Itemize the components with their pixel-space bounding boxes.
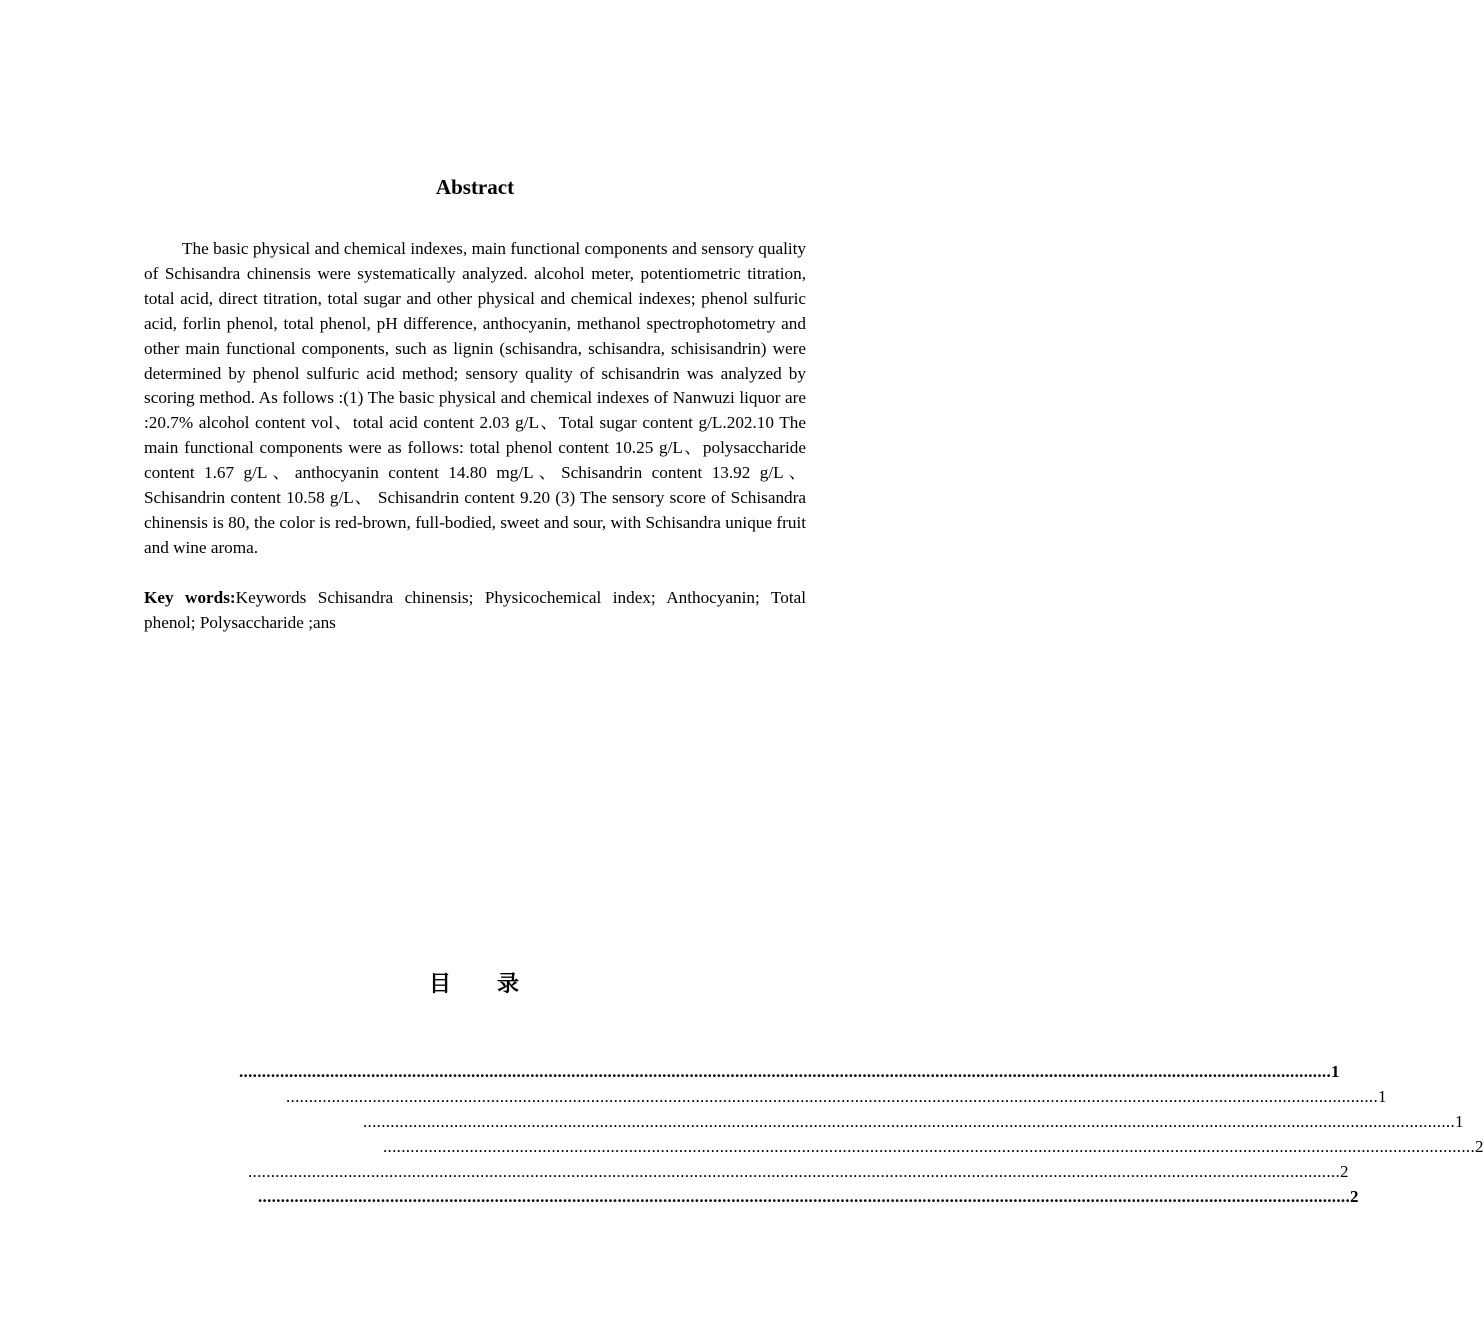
keywords-label: Key words: [144,588,236,607]
keywords-paragraph [144,586,806,636]
toc-leader: ................................................................................................................................................................................................................................................ [248,1162,1340,1181]
toc-entry[interactable] [363,1110,1464,1134]
toc-page-number: 1 [1455,1112,1464,1131]
toc-leader: ................................................................................................................................................................................................................................................ [239,1062,1331,1081]
toc-page-number: 2 [1350,1187,1359,1206]
keywords-text: Keywords Schisandra chinensis; Physicochemical index; Anthocyanin; Total phenol; Polysaccharide ;ans [144,588,806,632]
toc-entry[interactable] [383,1135,1484,1159]
toc-leader: ................................................................................................................................................................................................................................................ [383,1137,1475,1156]
toc-title-left: 目 [428,972,453,997]
toc-title-right: 录 [497,972,522,997]
toc-leader: ................................................................................................................................................................................................................................................ [363,1112,1455,1131]
toc-page-number: 1 [1378,1087,1387,1106]
toc-entry[interactable] [286,1085,1387,1109]
toc-page-number: 2 [1475,1137,1484,1156]
abstract-title: Abstract [435,175,515,199]
toc-entry[interactable] [239,1060,1340,1084]
toc-page-number: 1 [1331,1062,1340,1081]
toc-page-number: 2 [1340,1162,1349,1181]
toc-entry[interactable] [258,1185,1359,1209]
abstract-body: The basic physical and chemical indexes, main functional components and sensory quality of Schisandra chinensis were systematically analyzed. alcohol meter, potentiometric titration, total acid, direct titration, total sugar and other physical and chemical indexes; phenol sulfuric acid, forlin phenol, total phenol, pH difference, anthocyanin, methanol spectrophotometry and other main functional components, such as lignin (schisandra, schisandra, schisisandrin) were determined by phenol sulfuric acid method; sensory quality of schisandrin was analyzed by scoring method. As follows :(1) The basic physical and chemical indexes of Nanwuzi liquor are :20.7% alcohol content vol、total acid content 2.03 g/L、Total sugar content g/L.202.10 The main functional components were as follows: total phenol content 10.25 g/L、polysaccharide content 1.67 g/L、anthocyanin content 14.80 mg/L、Schisandrin content 13.92 g/L、 Schisandrin content 10.58 g/L、 Schisandrin content 9.20 (3) The sensory score of Schisandra chinensis is 80, the color is red-brown, full-bodied, sweet and sour, with Schisandra unique fruit and wine aroma. [144,239,806,557]
toc-leader: ................................................................................................................................................................................................................................................ [258,1187,1350,1206]
toc-title [0,970,950,1000]
toc-entry[interactable] [248,1160,1349,1184]
toc-leader: ................................................................................................................................................................................................................................................ [286,1087,1378,1106]
